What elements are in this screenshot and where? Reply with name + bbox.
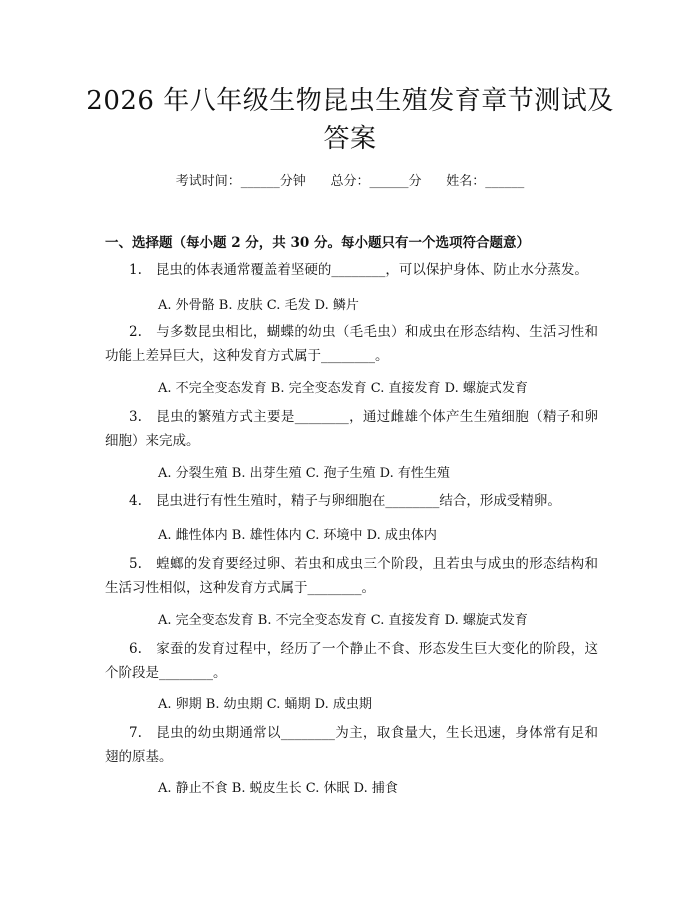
question-3 <box>105 405 598 453</box>
question-text: 昆虫的幼虫期通常以________为主，取食量大，生长迅速，身体常有足和翅的原基。 <box>105 725 598 765</box>
question-1-options: A. 外骨骼 B. 皮肤 C. 毛发 D. 鳞片 <box>158 298 359 313</box>
exam-info-row: 考试时间：______分钟 总分：______分 姓名：______ <box>175 174 525 189</box>
question-text: 与多数昆虫相比，蝴蝶的幼虫（毛毛虫）和成虫在形态结构、生活习性和功能上差异巨大，这种发育方式属于________。 <box>105 324 598 364</box>
question-number: 5. <box>129 556 142 572</box>
section-heading-multiple-choice: 一、选择题（每小题 2 分，共 30 分。每小题只有一个选项符合题意） <box>105 235 530 251</box>
question-7-options: A. 静止不食 B. 蜕皮生长 C. 休眠 D. 捕食 <box>158 781 398 796</box>
question-text: 家蚕的发育过程中，经历了一个静止不食、形态发生巨大变化的阶段，这个阶段是________。 <box>105 641 598 681</box>
question-text: 蝗螂的发育要经过卵、若虫和成虫三个阶段，且若虫与成虫的形态结构和生活习性相似，这种发育方式属于________。 <box>105 556 598 596</box>
question-text: 昆虫进行有性生殖时，精子与卵细胞在________结合，形成受精卵。 <box>155 493 561 509</box>
question-4-options: A. 雌性体内 B. 雄性体内 C. 环境中 D. 成虫体内 <box>158 528 437 543</box>
question-2-options: A. 不完全变态发育 B. 完全变态发育 C. 直接发育 D. 螺旋式发育 <box>158 381 528 396</box>
question-5-options: A. 完全变态发育 B. 不完全变态发育 C. 直接发育 D. 螺旋式发育 <box>158 613 528 628</box>
question-4 <box>105 489 598 513</box>
question-6-options: A. 卵期 B. 幼虫期 C. 蛹期 D. 成虫期 <box>158 697 372 712</box>
question-number: 6. <box>129 641 142 657</box>
question-3-options: A. 分裂生殖 B. 出芽生殖 C. 孢子生殖 D. 有性生殖 <box>158 466 450 481</box>
page-title-line-1: 2026 年八年级生物昆虫生殖发育章节测试及 <box>86 86 614 116</box>
question-text: 昆虫的繁殖方式主要是________，通过雌雄个体产生生殖细胞（精子和卵细胞）来完成。 <box>105 409 598 449</box>
question-number: 2. <box>129 324 142 340</box>
question-text: 昆虫的体表通常覆盖着坚硬的________，可以保护身体、防止水分蒸发。 <box>155 262 588 278</box>
question-number: 3. <box>129 409 142 425</box>
question-1 <box>105 258 598 282</box>
question-number: 4. <box>129 493 142 509</box>
question-7 <box>105 721 598 769</box>
question-5 <box>105 552 598 600</box>
question-2 <box>105 320 598 368</box>
page-title-line-2: 答案 <box>323 124 377 154</box>
question-number: 1. <box>129 262 142 278</box>
question-number: 7. <box>129 725 142 741</box>
question-6 <box>105 637 598 685</box>
